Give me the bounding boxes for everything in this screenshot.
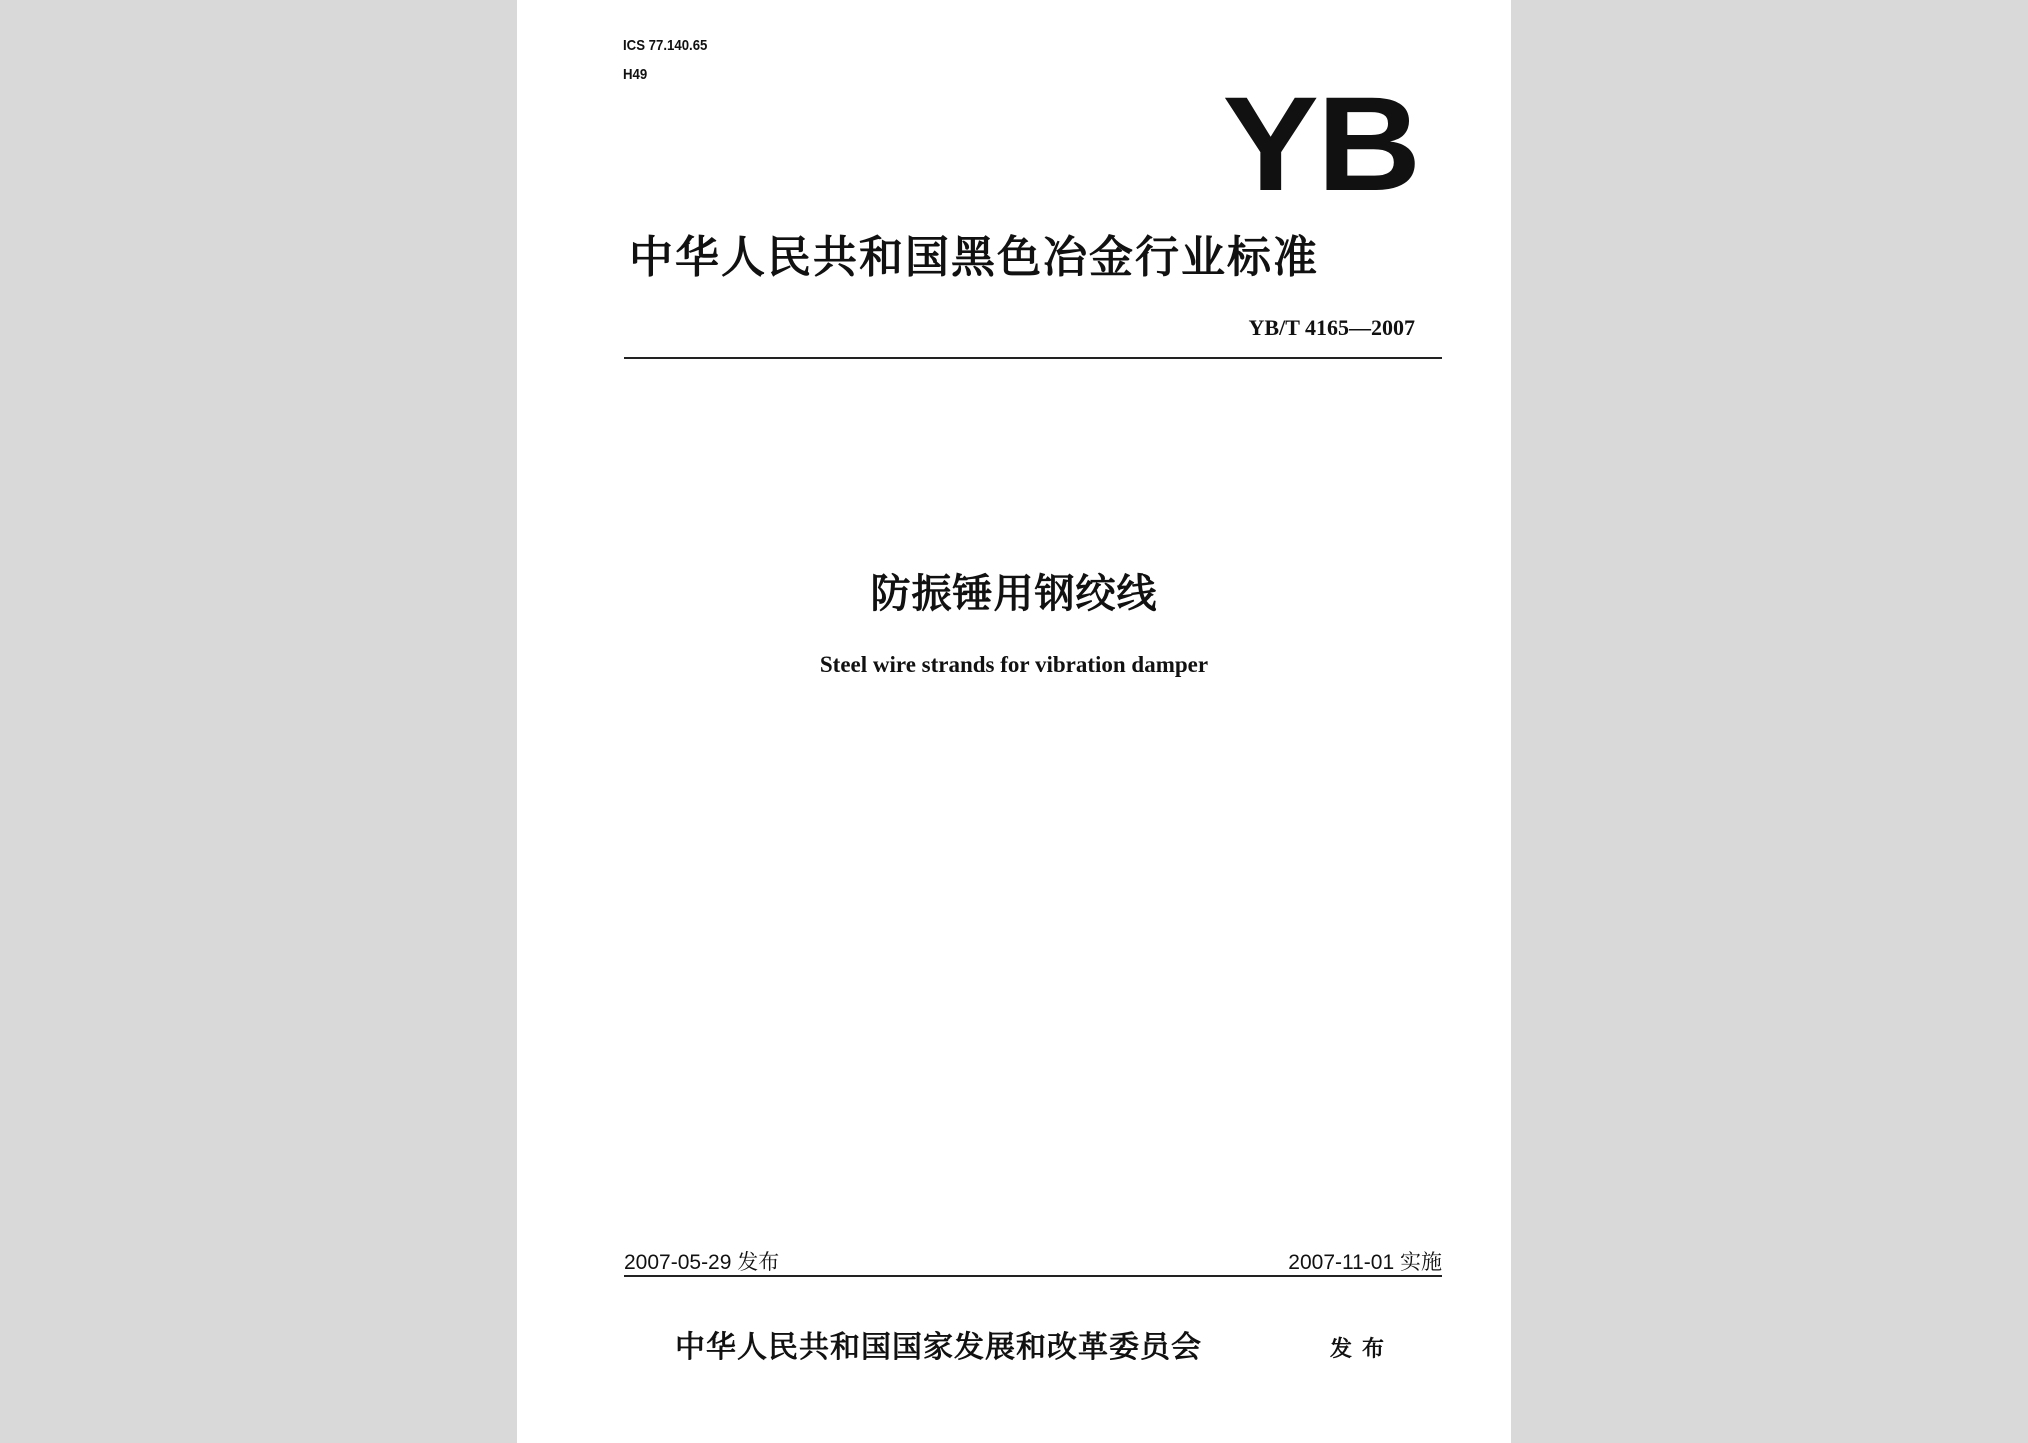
document-page	[517, 0, 1511, 1443]
document-title-english: Steel wire strands for vibration damper	[819, 652, 1209, 677]
industry-standard-title: 中华人民共和国黑色冶金行业标准	[629, 232, 1319, 283]
issuing-authority: 中华人民共和国国家发展和改革委员会	[675, 1330, 1202, 1365]
standard-number: YB/T 4165—2007	[1248, 315, 1415, 340]
yb-logo: YB	[1222, 70, 1419, 219]
implementation-date: 2007-11-01 实施	[1288, 1251, 1442, 1274]
ics-code: ICS 77.140.65	[623, 37, 708, 54]
header-divider	[624, 357, 1442, 359]
classification-code: H49	[623, 66, 648, 83]
footer-divider	[624, 1275, 1442, 1277]
issue-date: 2007-05-29 发布	[624, 1251, 780, 1274]
document-title-chinese: 防振锤用钢绞线	[870, 571, 1158, 617]
issue-label: 发布	[1330, 1336, 1395, 1362]
